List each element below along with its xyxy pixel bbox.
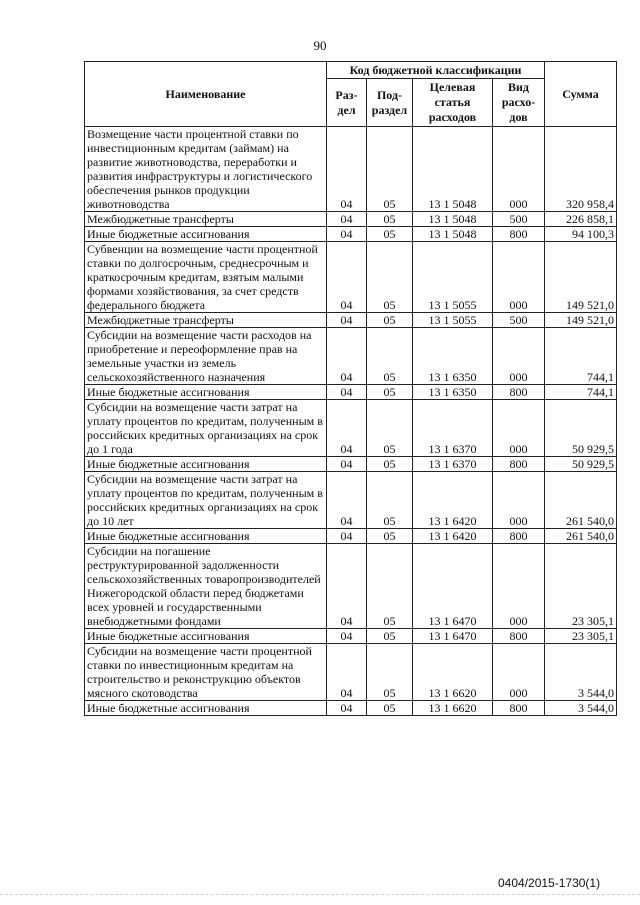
cell-celevaya: 13 1 6620 (413, 701, 493, 716)
cell-razdel: 04 (327, 644, 367, 701)
cell-podrazdel: 05 (367, 644, 413, 701)
cell-celevaya: 13 1 6370 (413, 400, 493, 457)
cell-name: Субсидии на погашение реструктурированной задолженности сельскохозяйственных товаропроизводителей Нижегородской области перед бюджетами всех уровней и государственными внебюджетными фондами (85, 544, 327, 629)
table-row (85, 242, 617, 313)
table-row (85, 313, 617, 328)
table-row (85, 644, 617, 701)
cell-celevaya: 13 1 5055 (413, 242, 493, 313)
cell-summa: 320 958,4 (545, 127, 617, 212)
cell-podrazdel: 05 (367, 400, 413, 457)
cell-summa: 149 521,0 (545, 242, 617, 313)
header-code-group: Код бюджетной классификации (327, 62, 545, 79)
table-row (85, 227, 617, 242)
cell-razdel: 04 (327, 385, 367, 400)
cell-name: Иные бюджетные ассигнования (85, 629, 327, 644)
table-row (85, 212, 617, 227)
cell-celevaya: 13 1 5048 (413, 127, 493, 212)
cell-podrazdel: 05 (367, 227, 413, 242)
cell-vid: 500 (493, 212, 545, 227)
cell-vid: 500 (493, 313, 545, 328)
cell-name: Субсидии на возмещение части затрат на уплату процентов по кредитам, полученным в российских кредитных организациях на срок до 1 года (85, 400, 327, 457)
cell-summa: 226 858,1 (545, 212, 617, 227)
cell-name: Субсидии на возмещение части расходов на приобретение и переоформление прав на земельные участки из земель сельскохозяйственного назначения (85, 328, 327, 385)
table-row (85, 385, 617, 400)
cell-podrazdel: 05 (367, 385, 413, 400)
cell-name: Межбюджетные трансферты (85, 212, 327, 227)
cell-vid: 000 (493, 242, 545, 313)
cell-celevaya: 13 1 6370 (413, 457, 493, 472)
cell-name: Субсидии на возмещение части затрат на уплату процентов по кредитам, полученным в российских кредитных организациях на срок до 10 лет (85, 472, 327, 529)
table-row (85, 544, 617, 629)
table-body (85, 127, 617, 716)
cell-summa: 50 929,5 (545, 457, 617, 472)
cell-celevaya: 13 1 6420 (413, 529, 493, 544)
cell-podrazdel: 05 (367, 544, 413, 629)
cell-celevaya: 13 1 6350 (413, 385, 493, 400)
cell-summa: 3 544,0 (545, 701, 617, 716)
header-vid: Вид расхо- дов (493, 79, 545, 127)
cell-razdel: 04 (327, 328, 367, 385)
cell-summa: 50 929,5 (545, 400, 617, 457)
cell-name: Иные бюджетные ассигнования (85, 701, 327, 716)
cell-vid: 800 (493, 227, 545, 242)
table-row (85, 400, 617, 457)
cell-razdel: 04 (327, 529, 367, 544)
cell-razdel: 04 (327, 472, 367, 529)
cell-name: Субсидии на возмещение части процентной ставки по инвестиционным кредитам на строительство и реконструкцию объектов мясного скотоводства (85, 644, 327, 701)
cell-summa: 94 100,3 (545, 227, 617, 242)
cell-name: Иные бюджетные ассигнования (85, 529, 327, 544)
cell-summa: 149 521,0 (545, 313, 617, 328)
cell-razdel: 04 (327, 544, 367, 629)
cell-name: Субвенции на возмещение части процентной ставки по долгосрочным, среднесрочным и краткосрочным кредитам, взятым малыми формами хозяйствования, за счет средств федерального бюджета (85, 242, 327, 313)
cell-podrazdel: 05 (367, 127, 413, 212)
cell-razdel: 04 (327, 400, 367, 457)
cell-podrazdel: 05 (367, 242, 413, 313)
header-razdel: Раз- дел (327, 79, 367, 127)
cell-vid: 000 (493, 328, 545, 385)
cell-summa: 261 540,0 (545, 529, 617, 544)
cell-summa: 261 540,0 (545, 472, 617, 529)
cell-vid: 000 (493, 127, 545, 212)
cell-vid: 800 (493, 701, 545, 716)
cell-celevaya: 13 1 6470 (413, 544, 493, 629)
cell-name: Иные бюджетные ассигнования (85, 227, 327, 242)
cell-razdel: 04 (327, 242, 367, 313)
cell-name: Межбюджетные трансферты (85, 313, 327, 328)
cell-podrazdel: 05 (367, 328, 413, 385)
cell-podrazdel: 05 (367, 529, 413, 544)
cell-vid: 000 (493, 544, 545, 629)
cell-celevaya: 13 1 5048 (413, 227, 493, 242)
cell-summa: 23 305,1 (545, 629, 617, 644)
cell-celevaya: 13 1 6470 (413, 629, 493, 644)
cell-razdel: 04 (327, 457, 367, 472)
cell-vid: 800 (493, 629, 545, 644)
page-edge-line (0, 894, 640, 895)
cell-celevaya: 13 1 6620 (413, 644, 493, 701)
cell-podrazdel: 05 (367, 313, 413, 328)
budget-table (84, 61, 617, 716)
cell-podrazdel: 05 (367, 457, 413, 472)
table-row (85, 457, 617, 472)
cell-vid: 800 (493, 457, 545, 472)
document-code: 0404/2015-1730(1) (498, 876, 601, 890)
cell-summa: 23 305,1 (545, 544, 617, 629)
table-row (85, 529, 617, 544)
cell-vid: 000 (493, 400, 545, 457)
cell-vid: 800 (493, 529, 545, 544)
table-row (85, 472, 617, 529)
cell-razdel: 04 (327, 313, 367, 328)
cell-summa: 744,1 (545, 328, 617, 385)
header-podrazdel: Под- раздел (367, 79, 413, 127)
cell-podrazdel: 05 (367, 472, 413, 529)
cell-celevaya: 13 1 5055 (413, 313, 493, 328)
cell-podrazdel: 05 (367, 212, 413, 227)
cell-razdel: 04 (327, 227, 367, 242)
cell-vid: 000 (493, 644, 545, 701)
cell-razdel: 04 (327, 127, 367, 212)
cell-celevaya: 13 1 5048 (413, 212, 493, 227)
cell-celevaya: 13 1 6350 (413, 328, 493, 385)
cell-name: Иные бюджетные ассигнования (85, 385, 327, 400)
header-summa: Сумма (545, 62, 617, 127)
table-row (85, 328, 617, 385)
cell-razdel: 04 (327, 701, 367, 716)
cell-razdel: 04 (327, 629, 367, 644)
table-row (85, 701, 617, 716)
cell-summa: 3 544,0 (545, 644, 617, 701)
cell-name: Иные бюджетные ассигнования (85, 457, 327, 472)
page-number: 90 (313, 38, 327, 53)
header-celevaya: Целевая статья расходов (413, 79, 493, 127)
header-name: Наименование (85, 62, 327, 127)
cell-name: Возмещение части процентной ставки по инвестиционным кредитам (займам) на развитие животноводства, переработки и развития инфраструктуры и логистического обеспечения рынков продукции животноводства (85, 127, 327, 212)
cell-vid: 000 (493, 472, 545, 529)
cell-celevaya: 13 1 6420 (413, 472, 493, 529)
cell-summa: 744,1 (545, 385, 617, 400)
cell-podrazdel: 05 (367, 629, 413, 644)
table-row (85, 127, 617, 212)
cell-podrazdel: 05 (367, 701, 413, 716)
cell-razdel: 04 (327, 212, 367, 227)
cell-vid: 800 (493, 385, 545, 400)
table-row (85, 629, 617, 644)
